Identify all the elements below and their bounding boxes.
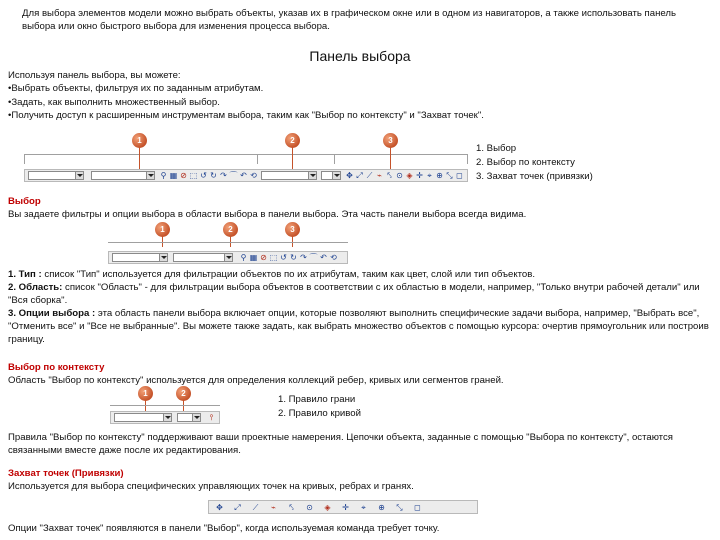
select-details — [8, 268, 714, 346]
uses-list — [8, 69, 708, 123]
callout-2: 2 — [176, 386, 191, 401]
detail-text: список "Область" - для фильтрации выбора объектов в соответствии с их областью в модели, например, "Только внутри рабочей детали" или "Вся сборка". — [8, 282, 700, 307]
midpoint-icon[interactable]: ⟋ — [252, 503, 259, 512]
type-filter-dropdown[interactable] — [112, 253, 168, 262]
bracket-split — [257, 154, 258, 164]
callout-1: 1 — [132, 133, 147, 148]
rule-item: 2. Правило кривой — [278, 408, 361, 419]
context-after — [8, 431, 714, 457]
chevron-down-icon — [163, 414, 171, 421]
endpoint-icon[interactable]: ⤢ — [234, 503, 241, 512]
arc-icon[interactable]: ⌒ — [309, 253, 318, 262]
snap-toolbar — [208, 500, 478, 514]
toolbar-legend — [476, 142, 593, 184]
quadrant-icon[interactable]: ◈ — [406, 171, 413, 180]
scope-filter-dropdown[interactable] — [173, 253, 233, 262]
arc-center-icon[interactable]: ⊙ — [306, 503, 313, 512]
uses-item: •Задать, как выполнить множественный выбор. — [8, 96, 220, 108]
point-on-surface-icon[interactable]: ⊕ — [436, 171, 443, 180]
redo-icon[interactable]: ↷ — [300, 253, 307, 262]
stop-at-intersection-icon[interactable]: ⫯ — [209, 413, 214, 422]
detail-text: список "Тип" используется для фильтрации объектов по их атрибутам, таким как цвет, слой или тип объектов. — [44, 269, 536, 280]
chevron-down-icon — [159, 254, 167, 261]
redo-icon[interactable]: ↷ — [220, 171, 227, 180]
section-heading: Выбор по контексту — [8, 362, 105, 373]
curve-rule-dropdown[interactable] — [177, 413, 201, 422]
existing-point-icon[interactable]: ✛ — [342, 503, 349, 512]
chevron-down-icon — [332, 172, 340, 179]
intersection-icon[interactable]: ⤣ — [387, 171, 392, 180]
chevron-down-icon — [146, 172, 154, 179]
callout-3: 3 — [383, 133, 398, 148]
snap-toggle-icon[interactable]: ✥ — [346, 171, 353, 180]
rectangle-select-icon[interactable]: ⬚ — [189, 171, 198, 180]
select-all-icon[interactable]: ▦ — [169, 171, 178, 180]
divider — [24, 154, 468, 155]
detail-term: 2. Область: — [8, 282, 66, 294]
arc-center-icon[interactable]: ⊙ — [396, 171, 403, 180]
filter-icon[interactable]: ⚲ — [160, 171, 167, 180]
callout-2: 2 — [285, 133, 300, 148]
callout-3: 3 — [285, 222, 300, 237]
bounded-point-icon[interactable]: ⤡ — [396, 503, 403, 512]
detail-term: 3. Опции выбора : — [8, 308, 98, 320]
callout-1: 1 — [138, 386, 153, 401]
select-all-icon[interactable]: ▦ — [249, 253, 258, 262]
callout-1: 1 — [155, 222, 170, 237]
control-point-icon[interactable]: ⌁ — [377, 171, 382, 180]
legend-item: 2. Выбор по контексту — [476, 157, 575, 168]
intersection-icon[interactable]: ⤣ — [289, 503, 294, 512]
rotate-icon[interactable]: ⟲ — [250, 171, 257, 180]
lasso-icon[interactable]: ↺ — [200, 171, 207, 180]
detail-term: 1. Тип : — [8, 269, 45, 280]
bracket-right — [467, 154, 468, 164]
context-toolbar — [110, 411, 220, 424]
uses-item: •Выбрать объекты, фильтруя их по заданным атрибутам. — [8, 83, 264, 95]
scope-filter-dropdown[interactable] — [91, 171, 155, 180]
rectangle-select-icon[interactable]: ⬚ — [269, 253, 278, 262]
page-title: Панель выбора — [309, 48, 411, 64]
uses-lead: Используя панель выбора, вы можете: — [8, 70, 181, 81]
face-rule-dropdown[interactable] — [261, 171, 317, 180]
curve-icon[interactable]: ↻ — [290, 253, 297, 262]
bounded-point-icon[interactable]: ⤡ — [446, 171, 453, 180]
callout-stem — [139, 145, 140, 169]
clear-snap-icon[interactable]: ◻ — [456, 171, 463, 180]
type-filter-dropdown[interactable] — [28, 171, 84, 180]
callout-2: 2 — [223, 222, 238, 237]
divider — [110, 405, 220, 406]
filter-icon[interactable]: ⚲ — [240, 253, 247, 262]
midpoint-icon[interactable]: ⟋ — [366, 171, 373, 180]
return-icon[interactable]: ↶ — [320, 253, 327, 262]
quadrant-icon[interactable]: ◈ — [324, 503, 331, 512]
section-text: Используется для выбора специфических управляющих точек на кривых, ребрах и гранях. — [8, 481, 414, 493]
uses-item: •Получить доступ к расширенным инструментам выбора, таким как "Выбор по контексту" и "Захват точек". — [8, 110, 484, 122]
clear-snap-icon[interactable]: ◻ — [414, 503, 421, 512]
chevron-down-icon — [224, 254, 232, 261]
curve-rule-dropdown[interactable] — [321, 171, 341, 180]
section-snap — [8, 467, 714, 494]
detail-item — [8, 281, 714, 307]
select-area-toolbar — [108, 251, 348, 264]
lasso-icon[interactable]: ↺ — [280, 253, 287, 262]
section-text: Область "Выбор по контексту" используется для определения коллекций ребер, кривых или сегментов граней. — [8, 375, 504, 387]
callout-stem — [390, 145, 391, 169]
divider — [108, 242, 348, 243]
callout-stem — [292, 145, 293, 169]
face-rule-dropdown[interactable] — [114, 413, 172, 422]
return-icon[interactable]: ↶ — [240, 171, 247, 180]
point-on-surface-icon[interactable]: ⊕ — [378, 503, 385, 512]
intro-paragraph: Для выбора элементов модели можно выбрать объекты, указав их в графическом окне или в одном из навигаторов, а также использовать панель выбора или окно быстрого выбора для изменения процесса выбора. — [22, 8, 676, 32]
rotate-icon[interactable]: ⟲ — [330, 253, 337, 262]
point-on-curve-icon[interactable]: ⌖ — [427, 171, 432, 180]
control-point-icon[interactable]: ⌁ — [271, 503, 276, 512]
point-on-curve-icon[interactable]: ⌖ — [361, 503, 366, 512]
section-select — [8, 195, 714, 222]
section-heading: Захват точек (Привязки) — [8, 468, 124, 479]
section-text: Правила "Выбор по контексту" поддерживают ваши проектные намерения. Цепочки объекта, заданные с помощью "Выбора по контексту", остаются связанными вместе даже после их редактирования. — [8, 432, 673, 456]
section-context — [8, 361, 714, 388]
existing-point-icon[interactable]: ✛ — [416, 171, 423, 180]
chevron-down-icon — [192, 414, 200, 421]
section-heading: Выбор — [8, 196, 41, 207]
curve-icon[interactable]: ↻ — [210, 171, 217, 180]
context-rules-list — [278, 393, 361, 421]
detail-item — [8, 268, 714, 281]
bracket-split — [334, 154, 335, 164]
chevron-down-icon — [75, 172, 83, 179]
legend-item: 1. Выбор — [476, 143, 517, 154]
endpoint-icon[interactable]: ⤢ — [356, 171, 363, 180]
chevron-down-icon — [308, 172, 316, 179]
arc-icon[interactable]: ⌒ — [229, 171, 238, 180]
legend-item: 3. Захват точек (привязки) — [476, 171, 593, 182]
detail-text: эта область панели выбора включает опции, которые позволяют выполнить специфические задачи выбора, например, "Выбрать все", "Отменить все" и "Все не выбранные". Вы можете также задать, как выбрать множество объектов с помощью курсора: очертив прямоугольник или построив границу. — [8, 308, 709, 346]
snap-toggle-icon[interactable]: ✥ — [216, 503, 223, 512]
snap-after — [8, 522, 714, 535]
selection-toolbar — [24, 169, 468, 182]
deselect-icon[interactable]: ⊘ — [180, 171, 187, 180]
section-text: Опции "Захват точек" появляются в панели "Выбор", когда используемая команда требует точку. — [8, 523, 440, 534]
rule-item: 1. Правило грани — [278, 394, 356, 405]
detail-item — [8, 307, 714, 346]
bracket-left — [24, 154, 25, 164]
deselect-icon[interactable]: ⊘ — [260, 253, 267, 262]
section-text: Вы задаете фильтры и опции выбора в области выбора в панели выбора. Эта часть панели выбора всегда видима. — [8, 209, 527, 221]
